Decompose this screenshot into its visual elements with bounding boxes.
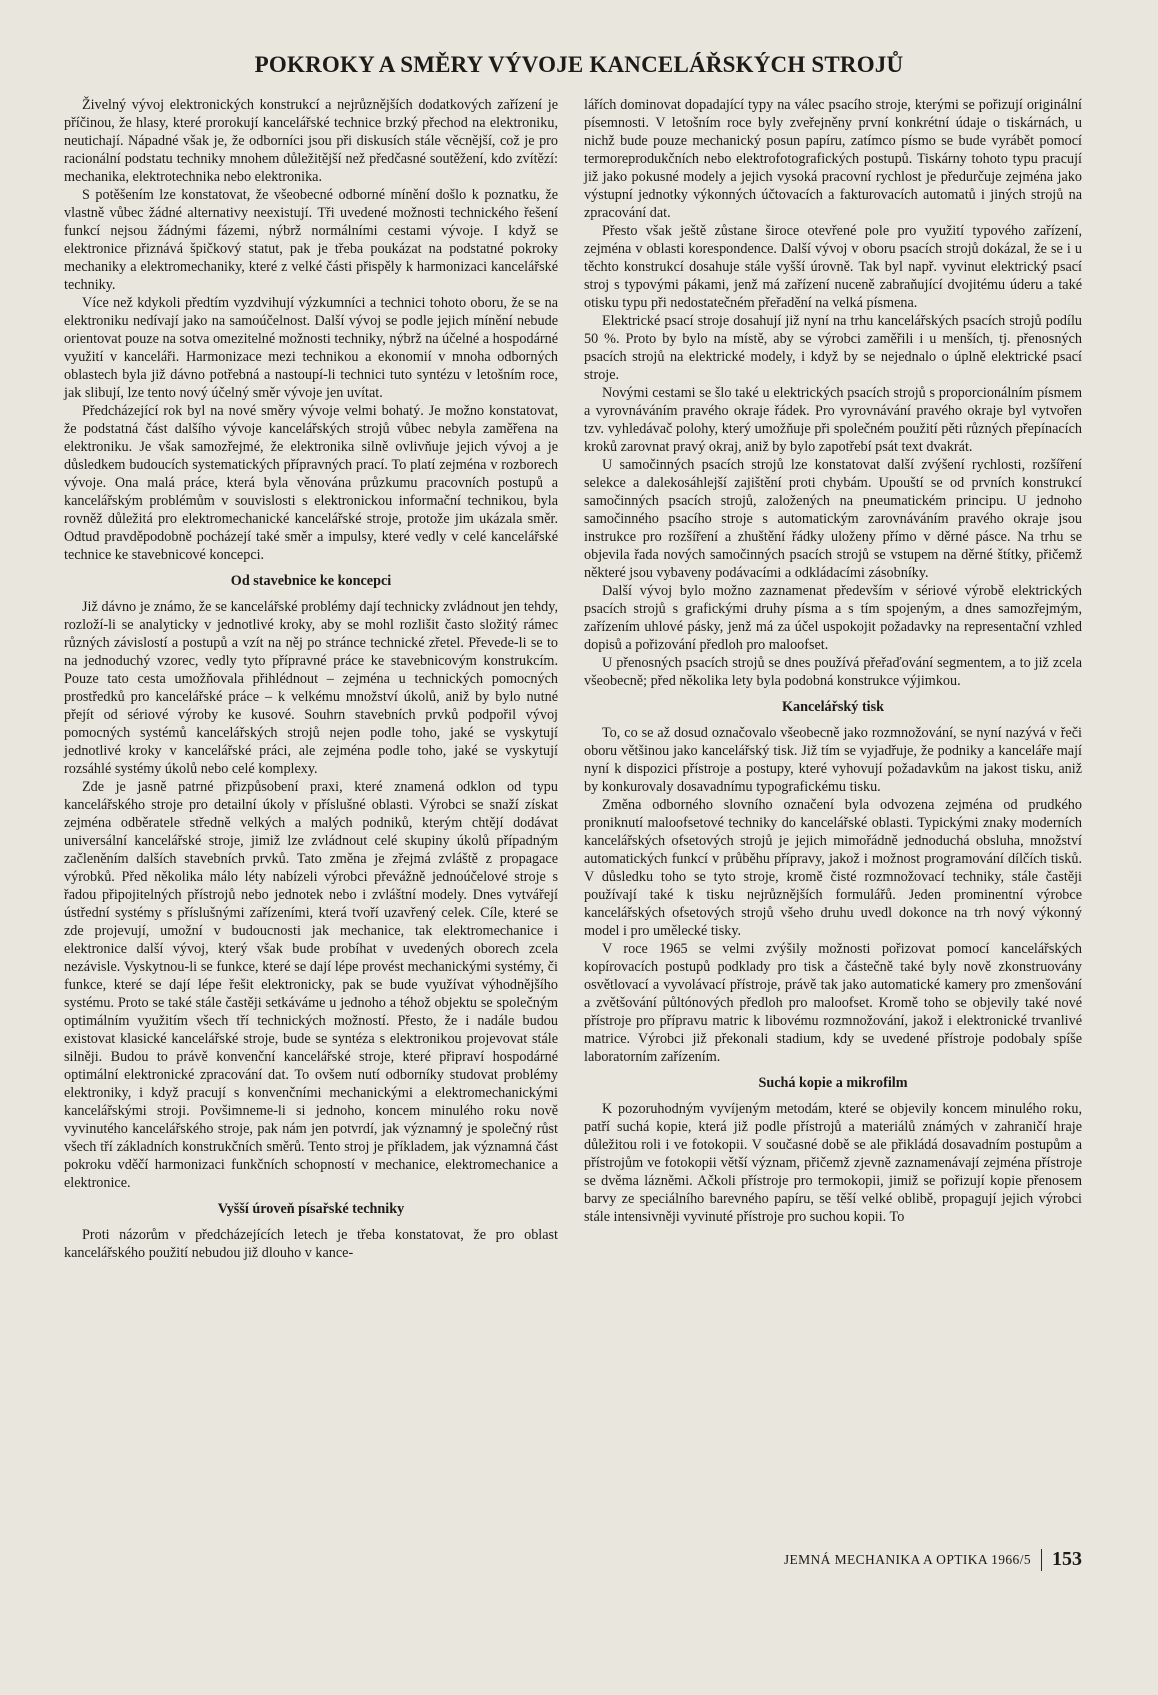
paragraph: lářích dominovat dopadající typy na válec psacího stroje, kterými se pořizují originální písemnosti. V letošním roce byly zveřejněny první konkrétní údaje o tiskárnách, u nichž bude pouze mechanický posun papíru, zatímco písmo se bude vyrábět pomocí termoreprodukčních nebo elektrofotografických postupů. Tiskárny tohoto typu pracují již jako pokusné modely a jejich vysoká pracovní rychlost je předurčuje zejména jako výstupní jednotky výkonných účtovacích a fakturovacích automatů i jiných strojů na zpracování dat. [584, 97, 1082, 221]
paragraph: Elektrické psací stroje dosahují již nyní na trhu kancelářských psacích strojů podílu 50 %. Proto by bylo na místě, aby se výrobci zaměřili i u menších, tj. přenosných psacích strojů na elektrické modely, i když by se nejednalo o úplně elektrické psací stroje. [584, 313, 1082, 383]
paragraph: To, co se až dosud označovalo všeobecně jako rozmnožování, se nyní nazývá v řeči oboru většinou jako kancelářský tisk. Již tím se vyjadřuje, že podniky a kanceláře mají nyní k dispozici přístroje a postupy, které vyhovují požadavkům na jakost tisku, aniž by konkurovaly dosavadnímu typografickému tisku. [584, 725, 1082, 795]
paragraph: Novými cestami se šlo také u elektrických psacích strojů s proporcionálním písmem a vyrovnáváním pravého okraje řádek. Pro vyrovnávání pravého okraje byl vytvořen tzv. vyhledávač polohy, který umožňuje při společném použití pěti různých přepínacích kroků zarovnat pravý okraj, aniž by bylo zapotřebí psát text dvakrát. [584, 385, 1082, 455]
paragraph: K pozoruhodným vyvíjeným metodám, které se objevily koncem minulého roku, patří suchá kopie, která již podle přístrojů a materiálů známých v zahraničí hraje důležitou roli i ve fotokopii. V současné době se ale přikládá dosavadním postupům a přístrojům ve fotokopii větší význam, přičemž zjevně zaznamenávají zejména přístroje se dvěma lázněmi. Ačkoli přístroje pro termokopii, jimiž se pořizují kopie přenosem barvy ze speciálního barevného papíru, se těší velké oblibě, propagují jejich výrobci stále intensivněji vyvinuté přístroje pro suchou kopii. To [584, 1101, 1082, 1225]
paragraph: Předcházející rok byl na nové směry vývoje velmi bohatý. Je možno konstatovat, že podstatná část dalšího vývoje kancelářských strojů vůbec nebyla zaměřena na elektroniku. Je však samozřejmé, že elektronika silně ovlivňuje jejich vývoj a je důsledkem budoucích systematických přípravných prací. To platí zejména v rozborech vývoje. Ona malá práce, která byla věnována průzkumu pracovních postupů a kancelářským problémům v souvislosti s elektronickou informační technikou, byla rovněž důležitá pro elektromechanické kancelářské stroje, protože jim ukázala směr. Odtud pravděpodobně pocházejí také směr a impulsy, které vedly v celé kancelářské technice ke stavebnicové koncepci. [64, 403, 558, 563]
paragraph: V roce 1965 se velmi zvýšily možnosti pořizovat pomocí kancelářských kopírovacích postupů podklady pro tisk a částečně také byly nově zkonstruovány osvětlovací a vyvolávací přístroje, právě tak jako automatické kamery pro zmenšování a zvětšování půltónových předloh pro maloofset. Kromě toho se objevily také nové přístroje pro přípravu matric k libovému rozmnožování, jakož i elektronické trvanlivé matrice. Výrobci již překonali stadium, kdy se uvedené přístroje podobaly spíše laboratorním zařízením. [584, 941, 1082, 1065]
paragraph: Již dávno je známo, že se kancelářské problémy dají technicky zvládnout jen tehdy, rozloží-li se analyticky v jednotlivé kroky, aby se mohl rozlišit často složitý rámec různých závislostí a postupů a vzít na něj po stránce technické zřetel. Převede-li se to na jednoduchý vzorec, vedly tyto přípravné práce ke stavebnicovým konstrukcím. Pouze tato cesta umožňovala přihlédnout – zejména u technických pomocných prostředků pro kancelářské práce – k velkému množství úkolů, aniž by bylo nutné přejít od sériové výroby ke kusové. Souhrn stavebních prvků podpořil vývoj pomocných systémů kancelářských strojů nejen podle toho, jaké se vyskytují jednotlivé kroky v kancelářské práci, ale zejména podle toho, jaké se vyskytují rozsáhlé systémy úkolů nebo celé komplexy. [64, 599, 558, 777]
section-heading: Od stavebnice ke koncepci [230, 573, 392, 589]
article-title: POKROKY A SMĚRY VÝVOJE KANCELÁŘSKÝCH STROJŮ [254, 52, 904, 77]
page-number: 153 [1052, 1548, 1082, 1570]
section-heading: Kancelářský tisk [781, 699, 885, 715]
paragraph: Zde je jasně patrné přizpůsobení praxi, které znamená odklon od typu kancelářského stroje pro detailní úkoly v příslušné oblasti. Výrobci se snaží získat zejména odběratele středně velkých a malých podniků, kterým chtějí dodávat universální kancelářské stroje, jimiž lze zvládnout celé skupiny úkolů případným začleněním dalších stavebních prvků. Tato změna je zřejmá zvláště z propagace výrobků. Před několika málo léty nabízeli výrobci převážně jednoúčelové stroje s řadou připojitelných přístrojů nebo jednotek nebo i zvláštní modely. Dnes vytvářejí ústřední systémy s příslušnými zařízeními, která tvoří uzavřený celek. Cíle, které se zde projevují, umožní v budoucnosti jak mechanice, tak elektromechanice i elektronice další vývoj, který však bude probíhat v uvedených oborech zcela nezávisle. Vyskytnou-li se funkce, které se dají lépe provést mechanickými systémy, či funkce, které se dají lépe řešit elektronicky, pak se bude využívat výhodnějšího systému. Proto se také stále častěji setkáváme u jednoho a téhož objektu se společným optimálním využitím všech tří technických možností. Přesto, že i nadále budou existovat klasické kancelářské stroje, bude se syntéza s elektronikou projevovat stále silněji. Budou to právě konvenční kancelářské stroje, které připraví hospodárné optimální elektronické zpracování dat. To ovšem nutí odborníky studovat problémy elektroniky, i když pracují s konvenčními mechanickými a elektromechanickými kancelářskými stroji. Povšimneme-li si jednoho, koncem minulého roku nově vyvinutého kancelářského stroje, pak nám jen potvrdí, jak významný je společný růst všech tří základních konstrukčních směrů. Tento stroj je příkladem, jak významná část pokroku vděčí harmonizaci funkčních schopností v mechanice, elektromechanice a elektronice. [64, 779, 558, 1191]
right-column [584, 96, 1082, 1226]
paragraph: S potěšením lze konstatovat, že všeobecné odborné mínění došlo k poznatku, že vlastně vůbec žádné alternativy neexistují. Tři uvedené možnosti technického řešení funkcí nejsou žádnými fázemi, nýbrž normálními cestami vývoje. I když se elektronice přiznává špičkový statut, pak je třeba poukázat na podstatné pokroky mechaniky a elektromechaniky, které z velké části přispěly k harmonizaci kancelářské techniky. [64, 187, 558, 293]
paragraph: Další vývoj bylo možno zaznamenat především v sériové výrobě elektrických psacích strojů s grafickými druhy písma a s tím spojeným, a dnes samozřejmým, zařízením uhlové pásky, jenž má za účel uspokojit požadavky na representační vzhled dopisů a pořizování předloh pro maloofset. [584, 583, 1082, 653]
paragraph: U samočinných psacích strojů lze konstatovat další zvýšení rychlosti, rozšíření selekce a dalekosáhlejší zajištění proti chybám. Upouští se od prvních konstrukcí samočinných psacích strojů, založených na pneumatickém principu. U jednoho samočinného psacího stroje s automatickým zarovnáváním pravého okraje jsou instrukce pro rozšíření a zhuštění řádky uloženy přímo v děrné pásce. Na trhu se objevila řada nových samočinných psacích strojů se vstupem na děrné štítky, přičemž některé jsou vybaveny podávacími a odkládacími zásobníky. [584, 457, 1082, 581]
paragraph: Živelný vývoj elektronických konstrukcí a nejrůznějších dodatkových zařízení je příčinou, že hlasy, které prorokují kancelářské technice brzký přechod na elektroniku, neutichají. Nápadné však je, že odborníci jsou při diskusích stále věcnější, což je pro racionální podstatu techniky mnohem důležitější než předčasné soutěžení, kdo zvítězí: mechanika, elektrotechnika nebo elektronika. [64, 97, 558, 185]
paragraph: Proti názorům v předcházejících letech je třeba konstatovat, že pro oblast kancelářského použití nebudou již dlouho v kance- [64, 1227, 558, 1261]
paragraph: Změna odborného slovního označení byla odvozena zejména od prudkého proniknutí maloofsetové techniky do kancelářské oblasti. Typickými znaky moderních kancelářských ofsetových strojů je jejich mimořádně jednoduchá obsluha, množství automatických funkcí v průběhu přípravy, jakož i možnost programování dílčích tisků. V důsledku toho se tyto stroje, kromě čisté rozmnožovací techniky, stále častěji používají také k tisku nejrůznějších formulářů. Jeden prominentní výrobce kancelářských ofsetových strojů všeho druhu uvedl dokonce na trh nový výkonný model i pro umělecké tisky. [584, 797, 1082, 939]
left-column [64, 96, 558, 1262]
footer-divider [1041, 1549, 1042, 1571]
section-heading: Vyšší úroveň písařské techniky [217, 1201, 405, 1217]
page-footer [784, 1548, 1082, 1571]
section-heading: Suchá kopie a mikrofilm [758, 1075, 908, 1091]
paragraph: U přenosných psacích strojů se dnes používá přeřaďování segmentem, a to již zcela všeobecně; před několika lety byla podobná konstrukce výjimkou. [584, 655, 1082, 689]
paragraph: Přesto však ještě zůstane široce otevřené pole pro využití typového zařízení, zejména v oblasti korespondence. Další vývoj v oboru psacích strojů dokázal, že se i u těchto konstrukcí dosahuje stále vyšší úrovně. Tak byl např. vyvinut elektrický psací stroj s typovými pákami, jenž má zařízení nuceně zabraňující dvojitému úderu a také otisku typu při nedostatečném přeřadění na velká písmena. [584, 223, 1082, 311]
paragraph: Více než kdykoli předtím vyzdvihují výzkumníci a technici tohoto oboru, že se na elektroniku nedívají jako na samoúčelnost. Další vývoj se podle jejich mínění nebude orientovat pouze na sotva omezitelné možnosti techniky, nýbrž na účelné a hospodárné využití v kanceláři. Harmonizace mezi technikou a ekonomií v mnoha odborných oblastech byla již dávno potřebná a nastoupí-li technici tuto syntézu v letošním roce, jak slibují, lze tento nový účelný směr vývoje jen uvítat. [64, 295, 558, 401]
journal-name: JEMNÁ MECHANIKA A OPTIKA 1966/5 [783, 1551, 1031, 1567]
